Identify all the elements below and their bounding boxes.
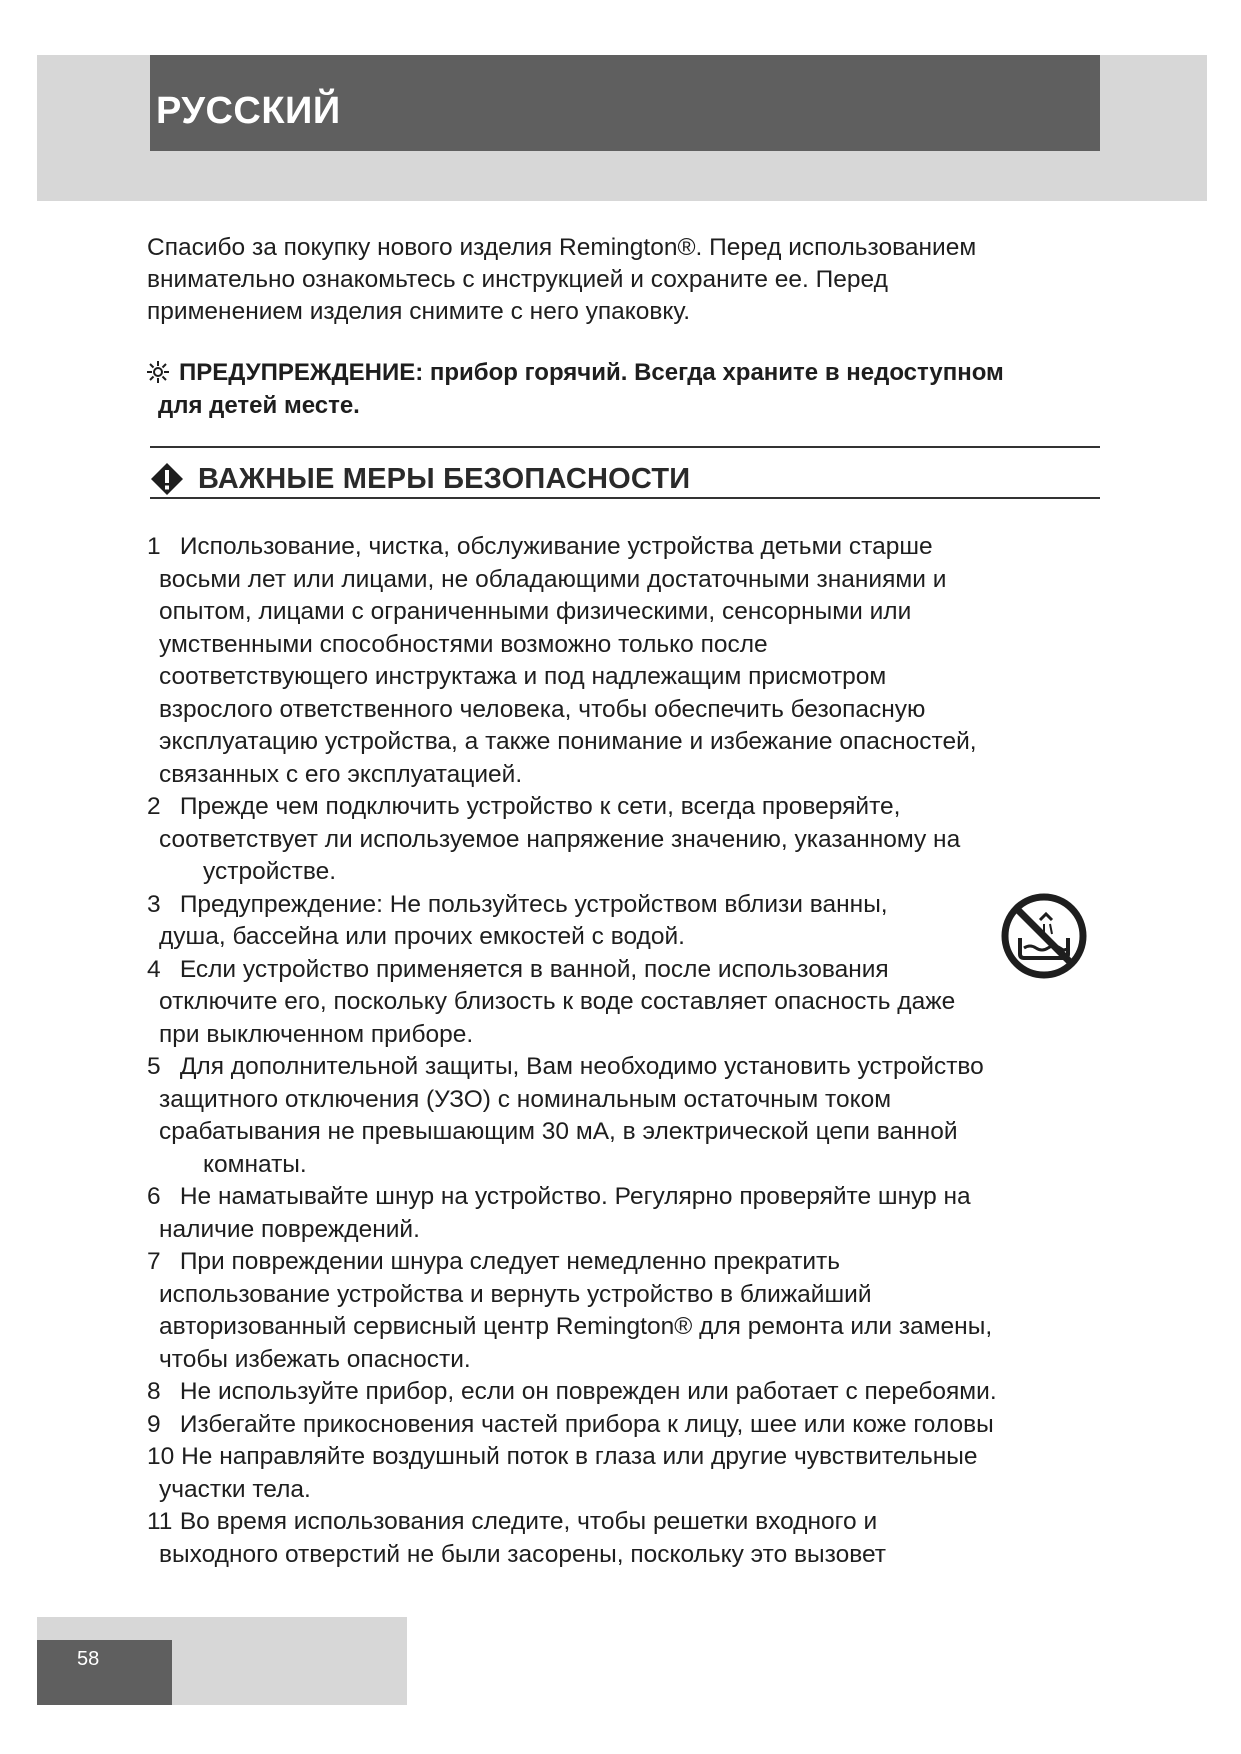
item-line: Не используйте прибор, если он поврежден или работает с перебоями. [179,1378,997,1405]
warning-line: ПРЕДУПРЕЖДЕНИЕ: прибор горячий. Всегда храните в недоступном [179,359,1004,386]
intro-paragraph [147,232,1047,328]
hot-warning [147,356,1067,422]
item-line: Использование, чистка, обслуживание устройства детьми старше [179,533,933,560]
warning-line: для детей месте. [158,392,360,419]
item-number: 11 [147,1508,173,1535]
item-line: восьми лет или лицами, не обладающими достаточными знаниями и [159,565,947,593]
item-line: соответствующего инструктажа и под надлежащим присмотром [159,663,887,690]
list-item [147,1246,1107,1376]
list-item [147,1051,1107,1181]
item-line: защитного отключения (УЗО) с номинальным остаточным током [159,1085,892,1113]
item-line: отключите его, поскольку близость к воде составляет опасность даже [159,988,956,1015]
item-line: умственными способностями возможно только после [159,630,768,658]
item-line: чтобы избежать опасности. [159,1345,471,1373]
item-line: наличие повреждений. [159,1215,420,1243]
item-line: Если устройство применяется в ванной, после использования [179,955,889,983]
list-item [147,954,1107,1052]
warning-diamond-icon [150,462,184,496]
item-line: Избегайте прикосновения частей прибора к лицу, шее или коже головы [179,1410,994,1438]
item-line: при выключенном приборе. [159,1020,474,1048]
list-item [147,791,1107,889]
list-item [147,1506,1107,1571]
intro-line: внимательно ознакомьтесь с инструкцией и сохраните ее. Перед [147,266,888,293]
page-number: 58 [77,1648,100,1670]
item-number: 8 [147,1378,161,1405]
item-line: Не наматывайте шнур на устройство. Регулярно проверяйте шнур на [179,1183,971,1210]
item-line: использование устройства и вернуть устройство в ближайший [159,1280,872,1308]
item-line: комнаты. [203,1150,307,1178]
list-item [147,531,1107,791]
list-item [147,889,1107,954]
section-heading [150,457,690,501]
item-number: 9 [147,1410,161,1438]
item-line: опытом, лицами с ограниченными физическими, сенсорными или [159,598,912,625]
item-line: соответствует ли используемое напряжение значению, указанному на [159,825,961,853]
item-number: 3 [147,890,161,918]
item-number: 2 [147,793,161,820]
item-line: взрослого ответственного человека, чтобы обеспечить безопасную [159,695,926,723]
item-line: устройстве. [203,858,337,885]
item-line: Во время использования следите, чтобы решетки входного и [179,1508,878,1535]
item-line: участки тела. [159,1475,311,1503]
item-number: 4 [147,955,161,983]
no-water-bath-icon [1000,892,1088,980]
intro-line: применением изделия снимите с него упаковку. [147,298,691,325]
item-line: Для дополнительной защиты, Вам необходимо установить устройство [179,1053,984,1080]
footer-box [37,1640,172,1705]
item-number: 7 [147,1248,161,1275]
item-number: 5 [147,1053,161,1080]
item-line: срабатывания не превышающим 30 мА, в электрической цепи ванной [159,1118,958,1145]
list-item [147,1181,1107,1246]
divider-bottom [150,497,1100,499]
hot-surface-icon [147,361,169,383]
item-line: Предупреждение: Не пользуйтесь устройством вблизи ванны, [179,890,888,918]
item-line: эксплуатацию устройства, а также понимание и избежание опасностей, [159,728,977,755]
divider-top [150,446,1100,448]
item-line: душа, бассейна или прочих емкостей с водой. [159,923,685,950]
item-line: связанных с его эксплуатацией. [159,760,523,788]
item-line: При повреждении шнура следует немедленно прекратить [179,1248,841,1275]
item-number: 10 [147,1443,175,1470]
list-item [147,1376,1107,1409]
item-number: 1 [147,533,161,560]
section-title: ВАЖНЫЕ МЕРЫ БЕЗОПАСНОСТИ [198,462,691,495]
item-line: Не направляйте воздушный поток в глаза или другие чувствительные [181,1443,978,1470]
list-item [147,1441,1107,1506]
safety-list [147,531,1107,1571]
item-line: авторизованный сервисный центр Remington® для ремонта или замены, [159,1313,993,1340]
page-title: РУССКИЙ [156,90,341,132]
item-line: выходного отверстий не были засорены, поскольку это вызовет [159,1540,886,1568]
item-line: Прежде чем подключить устройство к сети, всегда проверяйте, [179,793,901,820]
item-number: 6 [147,1183,161,1210]
intro-line: Спасибо за покупку нового изделия Remington®. Перед использованием [147,234,977,261]
list-item [147,1409,1107,1442]
